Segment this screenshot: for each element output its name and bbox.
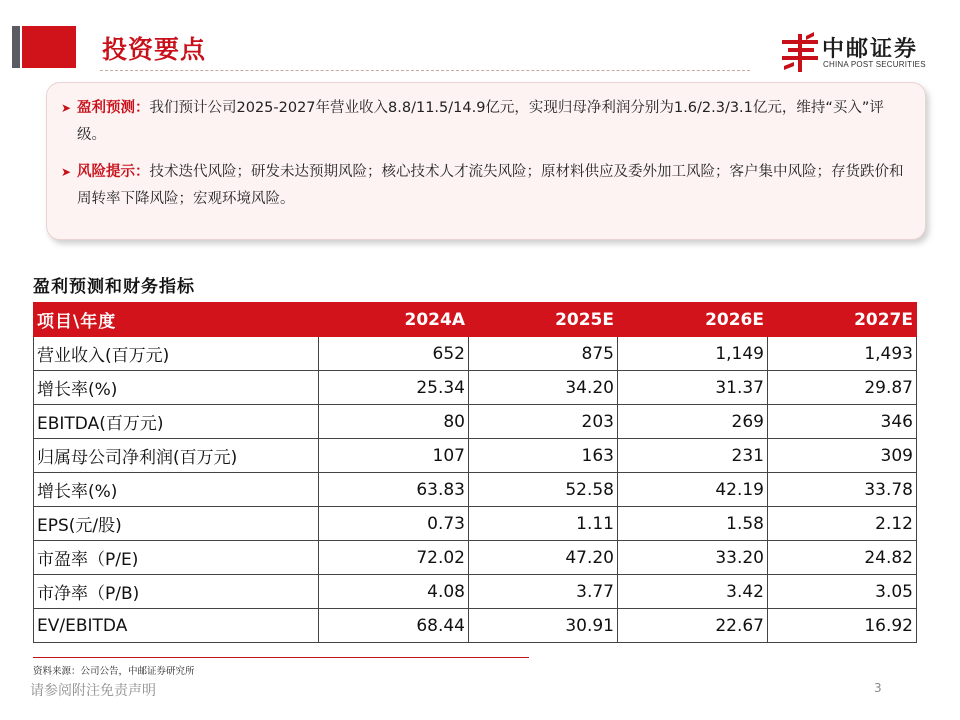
table-cell: 0.73 — [319, 507, 469, 541]
row-label: 市净率（P/B) — [34, 575, 319, 609]
table-cell: 16.92 — [768, 609, 917, 643]
table-row — [34, 609, 917, 643]
table-cell: 80 — [319, 405, 469, 439]
table-cell: 29.87 — [768, 371, 917, 405]
source-divider — [33, 657, 529, 658]
column-header: 2026E — [618, 303, 768, 337]
table-row — [34, 371, 917, 405]
table-cell: 30.91 — [469, 609, 618, 643]
table-cell: 1.58 — [618, 507, 768, 541]
table-cell: 3.05 — [768, 575, 917, 609]
table-cell: 652 — [319, 337, 469, 371]
source-note: 资料来源：公司公告，中邮证券研究所 — [33, 666, 195, 677]
table-cell: 72.02 — [319, 541, 469, 575]
highlight-label: 风险提示： — [77, 164, 150, 180]
column-header: 2025E — [469, 303, 618, 337]
table-cell: 4.08 — [319, 575, 469, 609]
row-label: 市盈率（P/E) — [34, 541, 319, 575]
row-label: 归属母公司净利润(百万元) — [34, 439, 319, 473]
column-header: 2027E — [768, 303, 917, 337]
table-cell: 269 — [618, 405, 768, 439]
table-cell: 1,493 — [768, 337, 917, 371]
table-cell: 33.20 — [618, 541, 768, 575]
logo-english-name: CHINA POST SECURITIES — [823, 60, 926, 69]
table-cell: 24.82 — [768, 541, 917, 575]
column-header: 2024A — [319, 303, 469, 337]
page-title: 投资要点 — [102, 35, 207, 64]
table-row — [34, 405, 917, 439]
company-logo — [780, 30, 940, 74]
table-cell: 63.83 — [319, 473, 469, 507]
table-row — [34, 337, 917, 371]
row-label: EBITDA(百万元) — [34, 405, 319, 439]
table-cell: 346 — [768, 405, 917, 439]
header-accent-gray — [12, 26, 20, 68]
highlight-item-risk — [61, 159, 911, 213]
table-cell: 203 — [469, 405, 618, 439]
table-cell: 1,149 — [618, 337, 768, 371]
bullet-arrow-icon: ➤ — [61, 101, 72, 115]
table-cell: 47.20 — [469, 541, 618, 575]
highlight-item-forecast — [61, 95, 911, 149]
table-row — [34, 575, 917, 609]
table-cell: 42.19 — [618, 473, 768, 507]
row-label: 营业收入(百万元) — [34, 337, 319, 371]
table-row — [34, 507, 917, 541]
highlight-label: 盈利预测： — [77, 100, 150, 116]
table-cell: 875 — [469, 337, 618, 371]
table-cell: 231 — [618, 439, 768, 473]
row-label: EV/EBITDA — [34, 609, 319, 643]
header-accent-red — [22, 26, 76, 68]
table-cell: 163 — [469, 439, 618, 473]
table-cell: 25.34 — [319, 371, 469, 405]
row-label: EPS(元/股) — [34, 507, 319, 541]
table-row — [34, 541, 917, 575]
highlight-text: 技术迭代风险；研发未达预期风险；核心技术人才流失风险；原材料供应及委外加工风险；客户集中风险；存货跌价和周转率下降风险；宏观环境风险。 — [77, 164, 904, 207]
bullet-arrow-icon: ➤ — [61, 165, 72, 179]
table-cell: 3.42 — [618, 575, 768, 609]
table-cell: 68.44 — [319, 609, 469, 643]
column-header: 项目\年度 — [34, 303, 319, 337]
table-row — [34, 439, 917, 473]
table-cell: 2.12 — [768, 507, 917, 541]
table-cell: 34.20 — [469, 371, 618, 405]
table-cell: 52.58 — [469, 473, 618, 507]
row-label: 增长率(%) — [34, 473, 319, 507]
investment-highlights-box — [46, 82, 926, 240]
table-cell: 309 — [768, 439, 917, 473]
table-cell: 22.67 — [618, 609, 768, 643]
page-number: 3 — [874, 681, 882, 695]
china-post-logo-icon — [780, 30, 820, 74]
table-title: 盈利预测和财务指标 — [33, 277, 195, 297]
header-divider — [100, 70, 750, 71]
table-cell: 1.11 — [469, 507, 618, 541]
logo-chinese-name: 中邮证券 — [822, 37, 919, 62]
table-cell: 33.78 — [768, 473, 917, 507]
disclaimer-link[interactable]: 请参阅附注免责声明 — [30, 683, 156, 699]
table-row — [34, 473, 917, 507]
table-cell: 3.77 — [469, 575, 618, 609]
financial-forecast-table — [33, 302, 917, 643]
row-label: 增长率(%) — [34, 371, 319, 405]
table-header-row — [34, 303, 917, 337]
table-cell: 31.37 — [618, 371, 768, 405]
table-cell: 107 — [319, 439, 469, 473]
highlight-text: 我们预计公司2025-2027年营业收入8.8/11.5/14.9亿元，实现归母净利润分别为1.6/2.3/3.1亿元，维持“买入”评级。 — [77, 100, 884, 143]
